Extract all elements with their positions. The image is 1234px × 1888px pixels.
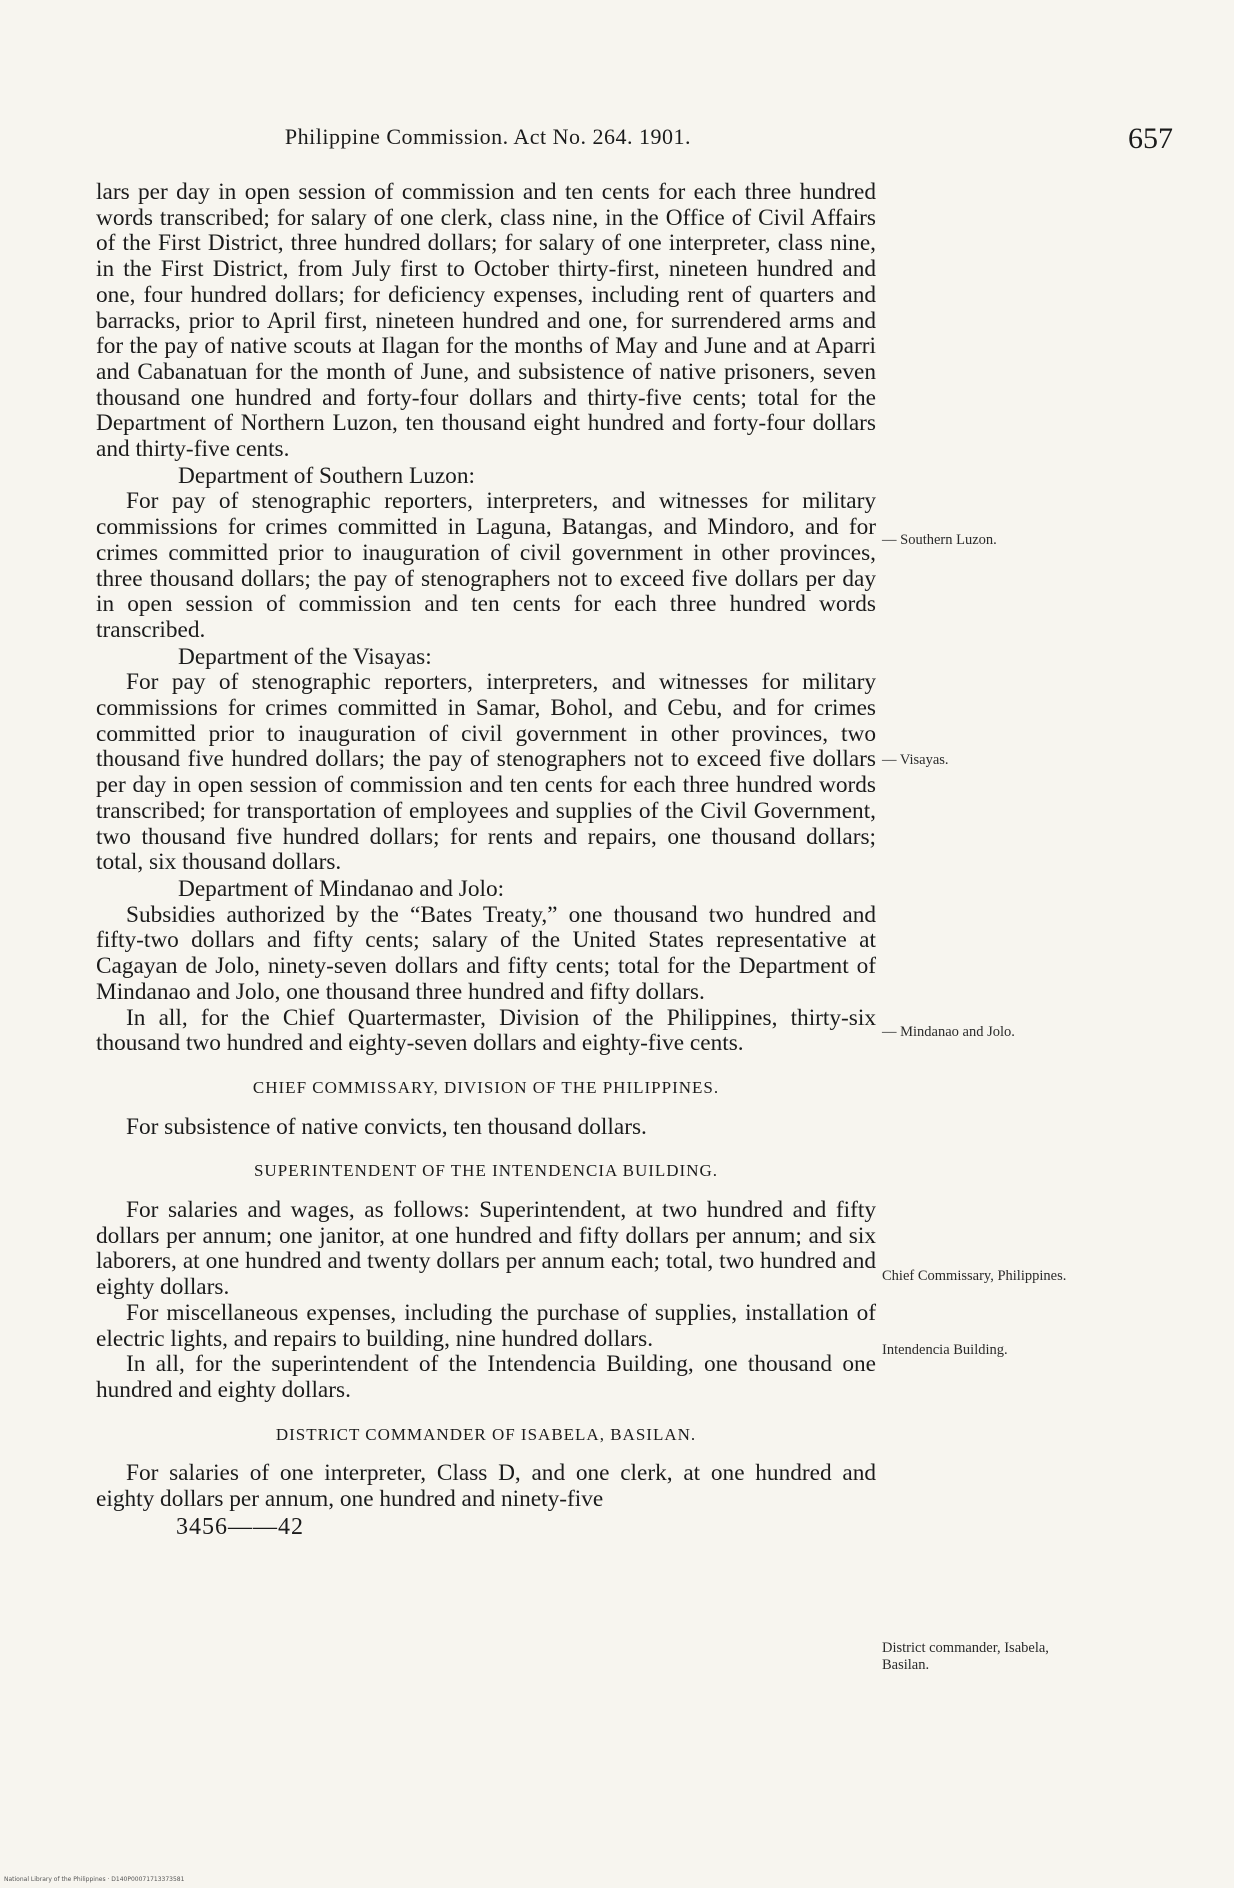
margin-note-mindanao: — Mindanao and Jolo. — [882, 1024, 1015, 1040]
paragraph-continuation: lars per day in open session of commission and ten cents for each three hundred words transcribed; for salary of one clerk, class nine, in the Office of Civil Affairs of the First District, three hundred dollars; for salary of one interpreter, class nine, in the First District, from July first to October thirty-first, nineteen hundred and one, four hundred dollars; for deficiency expenses, including rent of quarters and barracks, prior to April first, nineteen hundred and one, for surrendered arms and for the pay of native scouts at Ilagan for the months of May and June and at Aparri and Cabanatuan for the month of June, and subsistence of native prisoners, seven thousand one hundred and forty-four dollars and thirty-five cents; total for the Department of Northern Luzon, ten thousand eight hundred and forty-four dollars and thirty-five cents. — [96, 179, 876, 463]
department-heading-southern-luzon: Department of Southern Luzon: — [178, 462, 475, 489]
paragraph-mindanao: Subsidies authorized by the “Bates Treaty,” one thousand two hundred and fifty-two dollars and fifty cents; salary of the United States representative at Cagayan de Jolo, ninety-seven dollars and fifty cents; total for the Department of Mindanao and Jolo, one thousand three hundred and fifty dollars. — [96, 901, 876, 1005]
paragraph-salaries-wages: For salaries and wages, as follows: Superintendent, at two hundred and fifty dollars per annum; one janitor, at one hundred and fifty dollars per annum; and six laborers, at one hundred and twenty dollars per annum each; total, two hundred and eighty dollars. — [96, 1197, 876, 1301]
paragraph-visayas: For pay of stenographic reporters, interpreters, and witnesses for military commissions for crimes committed in Samar, Bohol, and Cebu, and for crimes committed prior to inauguration of civil government in other provinces, two thousand five hundred dollars; the pay of stenographers not to exceed five dollars per day in open session of commission and ten cents for each three hundred words transcribed; for transportation of employees and supplies of the Civil Government, two thousand five hundred dollars; for rents and repairs, one thousand dollars; total, six thousand dollars. — [96, 669, 876, 876]
body-text — [96, 180, 876, 1540]
paragraph-chief-commissary: For subsistence of native convicts, ten thousand dollars. — [126, 1113, 647, 1140]
scan-credit: National Library of the Philippines · D140P00071713373581 — [4, 1876, 185, 1883]
paragraph-in-all-intendencia: In all, for the superintendent of the Intendencia Building, one thousand one hundred and eighty dollars. — [96, 1351, 876, 1403]
section-heading-chief-commissary: CHIEF COMMISSARY, DIVISION OF THE PHILIPPINES. — [252, 1077, 720, 1097]
section-heading-isabela: DISTRICT COMMANDER OF ISABELA, BASILAN. — [275, 1424, 697, 1444]
paragraph-isabela: For salaries of one interpreter, Class D, and one clerk, at one hundred and eighty dollars per annum, one hundred and ninety-five — [96, 1460, 876, 1513]
paragraph-southern-luzon: For pay of stenographic reporters, interpreters, and witnesses for military commissions for crimes committed in Laguna, Batangas, and Mindoro, and for crimes committed prior to inauguration of civil government in other provinces, three thousand dollars; the pay of stenographers not to exceed five dollars per day in open session of commission and ten cents for each three hundred words transcribed. — [96, 488, 876, 643]
department-heading-visayas: Department of the Visayas: — [178, 643, 432, 670]
section-heading-intendencia: SUPERINTENDENT OF THE INTENDENCIA BUILDING. — [253, 1161, 719, 1181]
margin-note-southern-luzon: — Southern Luzon. — [882, 532, 997, 548]
running-header: Philippine Commission. Act No. 264. 1901. — [284, 124, 692, 149]
signature-line: 3456——42 — [176, 1513, 304, 1540]
department-heading-mindanao: Department of Mindanao and Jolo: — [178, 875, 505, 902]
margin-note-chief-commissary: Chief Commissary, Philippines. — [882, 1268, 1067, 1284]
margin-note-visayas: — Visayas. — [882, 752, 949, 768]
margin-note-intendencia: Intendencia Building. — [882, 1342, 1008, 1358]
paragraph-in-all-quartermaster: In all, for the Chief Quartermaster, Division of the Philippines, thirty-six thousand two hundred and eighty-seven dollars and eighty-five cents. — [96, 1004, 876, 1057]
paragraph-miscellaneous: For miscellaneous expenses, including the purchase of supplies, installation of electric lights, and repairs to building, nine hundred dollars. — [96, 1299, 876, 1352]
margin-note-isabela: District commander, Isabela, Basilan. — [882, 1640, 1049, 1673]
page-number: 657 — [1128, 122, 1173, 155]
